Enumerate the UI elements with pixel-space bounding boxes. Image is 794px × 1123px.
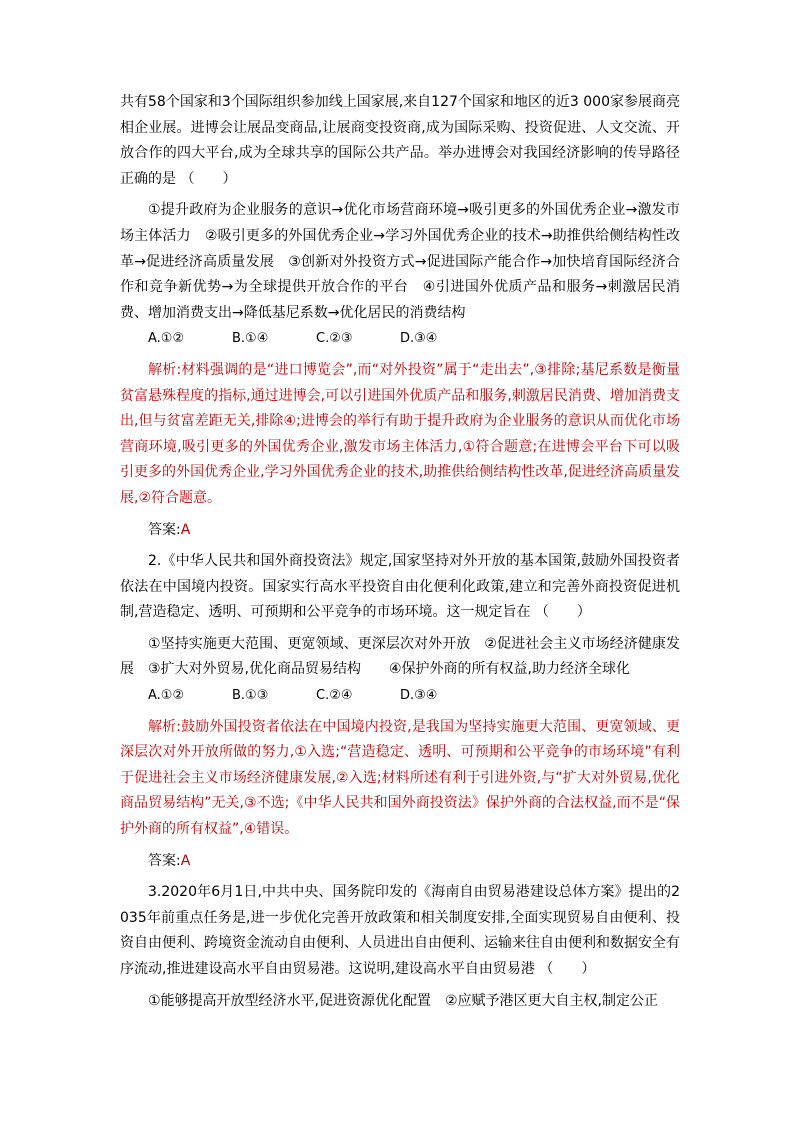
answer-label: 答案: [148,521,181,538]
choice-c: C.②③ [316,331,353,347]
choice-b: B.①④ [232,331,269,347]
choice-d: D.③④ [400,331,438,347]
question-3-stem: 3.2020年6月1日,中共中央、国务院印发的《海南自由贸易港建设总体方案》提出的2035年前重点任务是,进一步优化完善开放政策和相关制度安排,全面实现贸易自由便利、投资自由便利、跨境资金流动自由便利、人员进出自由便利、运输来往自由便利和数据安全有序流动,推进建设高水平自由贸易港。这说明,建设高水平自由贸易港 （ ） [120,884,680,977]
question-1-answer [120,518,680,544]
answer-value: A [180,521,191,538]
question-2-stem: 2.《中华人民共和国外商投资法》规定,国家坚持对外开放的基本国策,鼓励外国投资者依法在中国境内投资。国家实行高水平投资自由化便利化政策,建立和完善外商投资促进机制,营造稳定、透明、可预期和公平竞争的市场环境。这一规定旨在 （ ） [120,553,680,621]
question-1-analysis: 解析:材料强调的是“进口博览会”,而“对外投资”属于“走出去”,③排除;基尼系数是衡量贫富悬殊程度的指标,通过进博会,可以引进国外优质产品和服务,刺激居民消费、增加消费支出,但与贫富差距无关,排除④;进博会的举行有助于提升政府为企业服务的意识从而优化市场营商环境,吸引更多的外国优秀企业,激发市场主体活力,①符合题意;在进博会平台下可以吸引更多的外国优秀企业,学习外国优秀企业的技术,助推供给侧结构性改革,促进经济高质量发展,②符合题意。 [120,361,680,506]
question-3-options: ①能够提高开放型经济水平,促进资源优化配置 ②应赋予港区更大自主权,制定公正 [148,992,658,1009]
choice-c: C.②④ [316,688,353,704]
choice-a: A.①② [148,688,185,704]
document-page [120,90,680,1014]
question-2-choices [120,683,680,709]
question-1-stem: 共有58个国家和3个国际组织参加线上国家展,来自127个国家和地区的近3 000家参展商亮相企业展。进博会让展品变商品,让展商变投资商,成为国际采购、投资促进、人文交流、开放合作的四大平台,成为全球共享的国际公共产品。举办进博会对我国经济影响的传导路径正确的是 （ ） [120,94,680,187]
question-2-analysis: 解析:鼓励外国投资者依法在中国境内投资,是我国为坚持实施更大范围、更宽领域、更深层次对外开放所做的努力,①入选;“营造稳定、透明、可预期和公平竞争的市场环境”有利于促进社会主义市场经济健康发展,②入选;材料所述有利于引进外资,与“扩大对外贸易,优化商品贸易结构”无关,③不选;《中华人民共和国外商投资法》保护外商的合法权益,而不是“保护外商的所有权益”,④错误。 [120,718,680,838]
question-1-options: ①提升政府为企业服务的意识→优化市场营商环境→吸引更多的外国优秀企业→激发市场主体活力 ②吸引更多的外国优秀企业→学习外国优秀企业的技术→助推供给侧结构性改革→促进经济高质量发展 ③创新对外投资方式→促进国际产能合作→加快培育国际经济合作和竞争新优势→为全球提供开放合作的平台 ④引进国外优质产品和服务→刺激居民消费、增加消费支出→降低基尼系数→优化居民的消费结构 [120,202,680,321]
choice-b: B.①③ [232,688,269,704]
answer-label: 答案: [148,852,181,869]
choice-d: D.③④ [400,688,438,704]
question-2-answer [120,849,680,875]
question-1-choices [120,326,680,352]
question-2-options: ①坚持实施更大范围、更宽领域、更深层次对外开放 ②促进社会主义市场经济健康发展 ③扩大对外贸易,优化商品贸易结构 ④保护外商的所有权益,助力经济全球化 [120,635,680,678]
answer-value: A [180,852,191,869]
choice-a: A.①② [148,331,185,347]
